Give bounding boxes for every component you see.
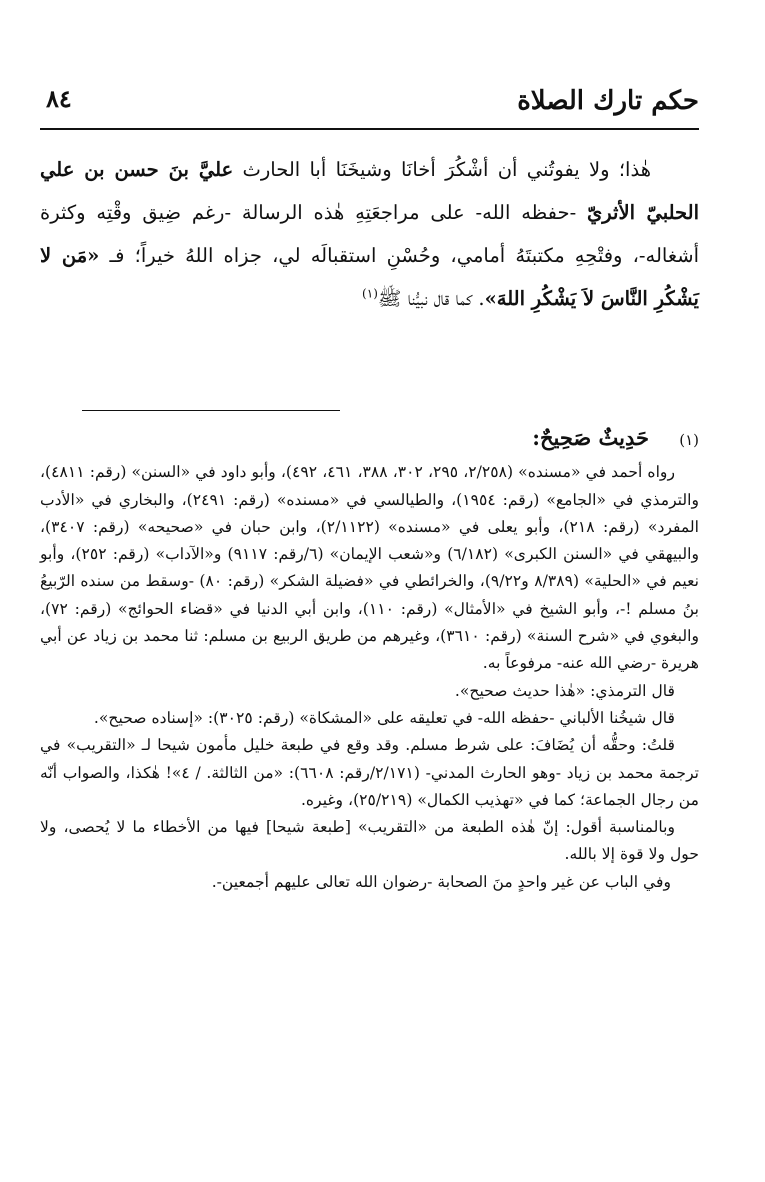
footnote-heading	[40, 424, 699, 454]
hadith-quote: «مَن لا يَشْكُرِ النَّاسَ لاَ يَشْكُرِ اللهَ»	[40, 244, 699, 310]
person-name: عليَّ بنَ حسن بن علي الحلبيّ الأثريّ	[40, 158, 699, 224]
page-number: ٨٤	[46, 84, 72, 113]
running-title: حكم تارك الصلاة	[517, 86, 699, 116]
footnote-reference: (١)	[362, 286, 378, 301]
footnote-paragraph: وفي الباب عن غير واحدٍ منَ الصحابة -رضوان الله تعالى عليهم أجمعين-.	[211, 872, 671, 891]
main-text-part: -حفظه الله- على مراجعَتِهِ هٰذه الرسالة -رغم ضِيق وقْتِه وكثرة أشغاله-، وفتْحِهِ مكتبتَهُ أمامي، وحُسْنِ استقبالَه لي، جزاه اللهُ خيراً؛ فـ	[40, 201, 699, 267]
main-text-part: . كما قال نبيُّنا ﷺ	[377, 287, 485, 310]
main-paragraph	[40, 148, 699, 320]
footnote-paragraph: قال الترمذي: «هٰذا حديث صحيح».	[454, 681, 675, 700]
footnote-title: حَدِيثٌ صَحِيحٌ:	[532, 425, 649, 450]
footnote-paragraph: قلتُ: وحقُّه أن يُضَافَ: على شرط مسلم. وقد وقع في طبعة خليل مأمون شيحا لـ «التقريب» في ترجمة محمد بن زياد -وهو الحارث المدني- (٢/١٧١/رقم: ٦٦٠٨): «من الثالثة. / ٤»! هٰكذا، والصواب أنّه من رجال الجماعة؛ كما في «تهذيب الكمال» (٢٥/٢١٩)، وغيره.	[40, 736, 700, 809]
footnote-separator	[82, 410, 340, 411]
footnote-paragraph: قال شيخُنا الألباني -حفظه الله- في تعليقه على «المشكاة» (رقم: ٣٠٢٥): «إسناده صحيح».	[93, 708, 675, 727]
main-text-part: هٰذا؛ ولا يفوتُني أن أشْكُرَ أخانَا وشيخَنَا أبا الحارث	[233, 158, 651, 181]
footnote-number: (١)	[679, 431, 699, 449]
footnote-paragraph: رواه أحمد في «مسنده» (٢/٢٥٨، ٢٩٥، ٣٠٢، ٣٨٨، ٤٦١، ٤٩٢)، وأبو داود في «السنن» (رقم: ٤٨١١)، والترمذي في «الجامع» (رقم: ١٩٥٤)، والطيالسي في «مسنده» (رقم: ٢٤٩١)، والبخاري في «الأدب المفرد» (رقم: ٢١٨)، وأبو يعلى في «مسنده» (٢/١١٢٢)، وابن حبان في «صحيحه» (رقم: ٣٤٠٧)، والبيهقي في «السنن الكبرى» (٦/١٨٢) و«شعب الإيمان» (٦/رقم: ٩١١٧) و«الآداب» (رقم: ٢٥٢)، وأبو نعيم في «الحلية» (٨/٣٨٩ و٩/٢٢)، والخرائطي في «فضيلة الشكر» (رقم: ٨٠) -وسقط من سنده الرّبيعُ بنُ مسلم !-، وأبو الشيخ في «الأمثال» (رقم: ١١٠)، وابن أبي الدنيا في «قضاء الحوائج» (رقم: ٧٢)، والبغوي في «شرح السنة» (رقم: ٣٦١٠)، وغيرهم من طريق الربيع بن مسلم: ثنا محمد بن زياد عن أبي هريرة -رضي الله عنه- مرفوعاً به.	[40, 463, 699, 673]
main-text	[40, 148, 699, 320]
page-header	[40, 78, 699, 130]
footnote	[40, 424, 699, 896]
footnote-paragraph: وبالمناسبة أقول: إنّ هٰذه الطبعة من «التقريب» [طبعة شيحا] فيها من الأخطاء ما لا يُحصى، ولا حول ولا قوة إلا بالله.	[40, 818, 699, 864]
